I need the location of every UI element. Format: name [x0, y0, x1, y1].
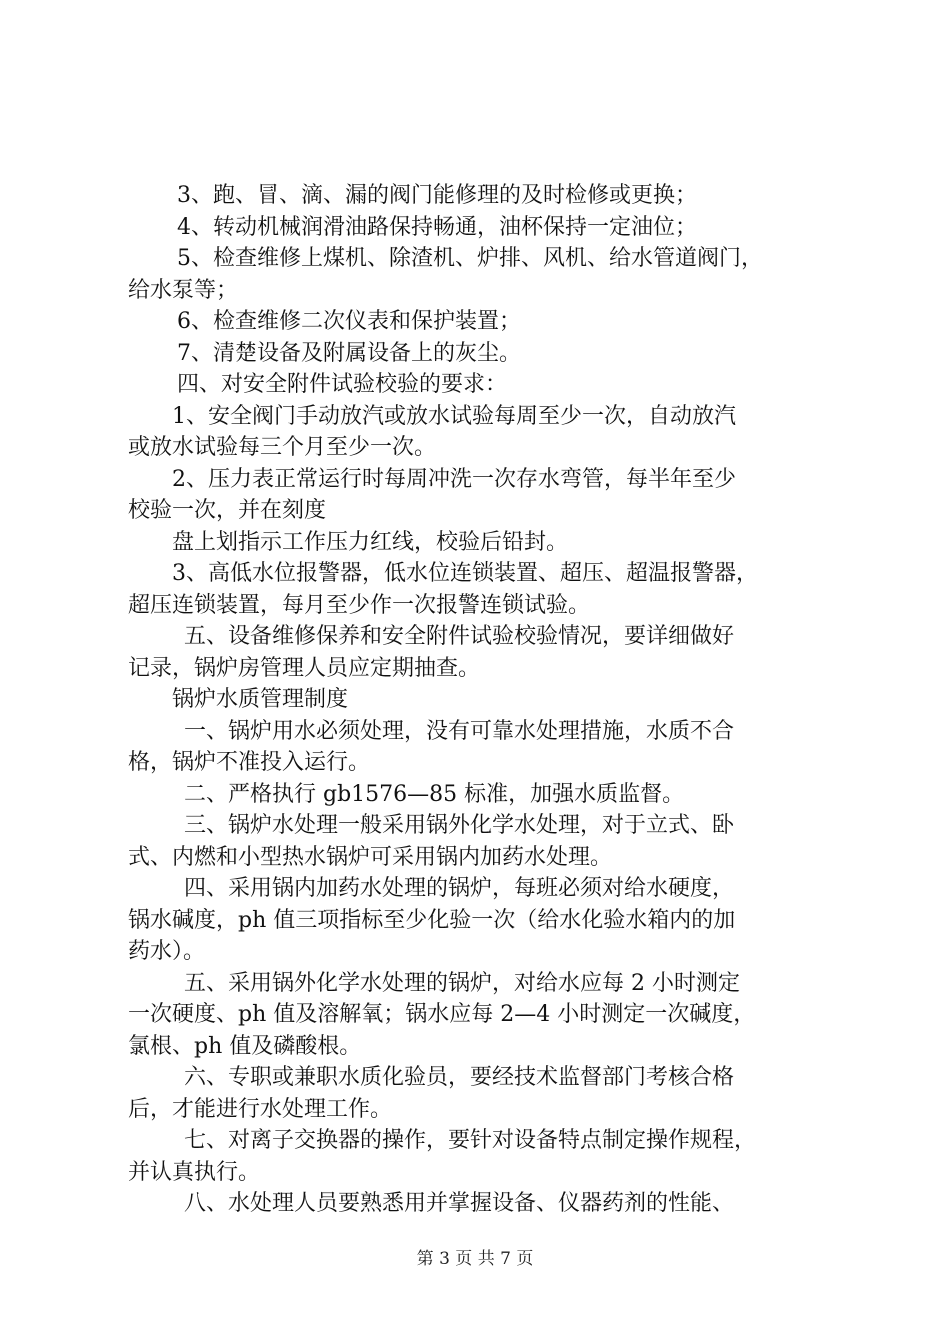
paragraph-line: 五、采用锅外化学水处理的锅炉，对给水应每 2 小时测定: [184, 970, 740, 996]
section-heading: 四、对安全附件试验校验的要求：: [177, 372, 508, 397]
paragraph-line: 药水）。: [128, 939, 206, 964]
paragraph-line: 4、转动机械润滑油路保持畅通，油杯保持一定油位；: [177, 214, 697, 240]
paragraph-line: 6、检查维修二次仪表和保护装置；: [177, 309, 521, 334]
body-text: [128, 180, 828, 1220]
paragraph-line: 给水泵等；: [128, 277, 239, 303]
paragraph-line: 格，锅炉不准投入运行。: [128, 750, 371, 775]
paragraph-line: 六、专职或兼职水质化验员，要经技术监督部门考核合格: [184, 1065, 735, 1090]
paragraph-line: 记录，锅炉房管理人员应定期抽查。: [128, 655, 481, 681]
paragraph-line: 2、压力表正常运行时每周冲洗一次存水弯管，每半年至少: [172, 466, 736, 492]
paragraph-line: 5、检查维修上煤机、除渣机、炉排、风机、给水管道阀门，: [177, 246, 763, 271]
paragraph-line: 式、内燃和小型热水锅炉可采用锅内加药水处理。: [128, 844, 613, 870]
section-title: 锅炉水质管理制度: [172, 687, 349, 712]
paragraph-line: 并认真执行。: [128, 1159, 261, 1185]
paragraph-line: 一次硬度、ph 值及溶解氧；锅水应每 2—4 小时测定一次碱度，: [128, 1002, 756, 1027]
paragraph-line: 7、清楚设备及附属设备上的灰尘。: [177, 340, 521, 366]
paragraph-line: 盘上划指示工作压力红线，校验后铅封。: [172, 529, 569, 555]
paragraph-line: 一、锅炉用水必须处理，没有可靠水处理措施，水质不合: [184, 718, 735, 744]
paragraph-line: 1、安全阀门手动放汽或放水试验每周至少一次，自动放汽: [172, 403, 736, 429]
paragraph-line: 八、水处理人员要熟悉用并掌握设备、仪器药剂的性能、: [184, 1191, 735, 1216]
paragraph-line: 3、跑、冒、滴、漏的阀门能修理的及时检修或更换；: [177, 183, 697, 208]
paragraph-line: 四、采用锅内加药水处理的锅炉，每班必须对给水硬度，: [184, 876, 735, 901]
paragraph-line: 七、对离子交换器的操作，要针对设备特点制定操作规程，: [184, 1128, 757, 1153]
paragraph-line: 校验一次，并在刻度: [128, 498, 327, 523]
paragraph-line: 二、严格执行 gb1576—85 标准，加强水质监督。: [184, 781, 685, 807]
paragraph-line: 锅水碱度，ph 值三项指标至少化验一次（给水化验水箱内的加: [128, 907, 736, 933]
paragraph-line: 三、锅炉水处理一般采用锅外化学水处理，对于立式、卧: [184, 813, 735, 838]
paragraph-line: 超压连锁装置，每月至少作一次报警连锁试验。: [128, 592, 591, 618]
paragraph-line: 3、高低水位报警器，低水位连锁装置、超压、超温报警器，: [172, 561, 758, 586]
paragraph-line: 或放水试验每三个月至少一次。: [128, 435, 437, 460]
paragraph-line: 氯根、ph 值及磷酸根。: [128, 1033, 362, 1059]
paragraph-line: 五、设备维修保养和安全附件试验校验情况，要详细做好: [184, 624, 735, 649]
paragraph-line: 后，才能进行水处理工作。: [128, 1096, 393, 1122]
page-number-footer: 第 3 页 共 7 页: [416, 1249, 534, 1269]
